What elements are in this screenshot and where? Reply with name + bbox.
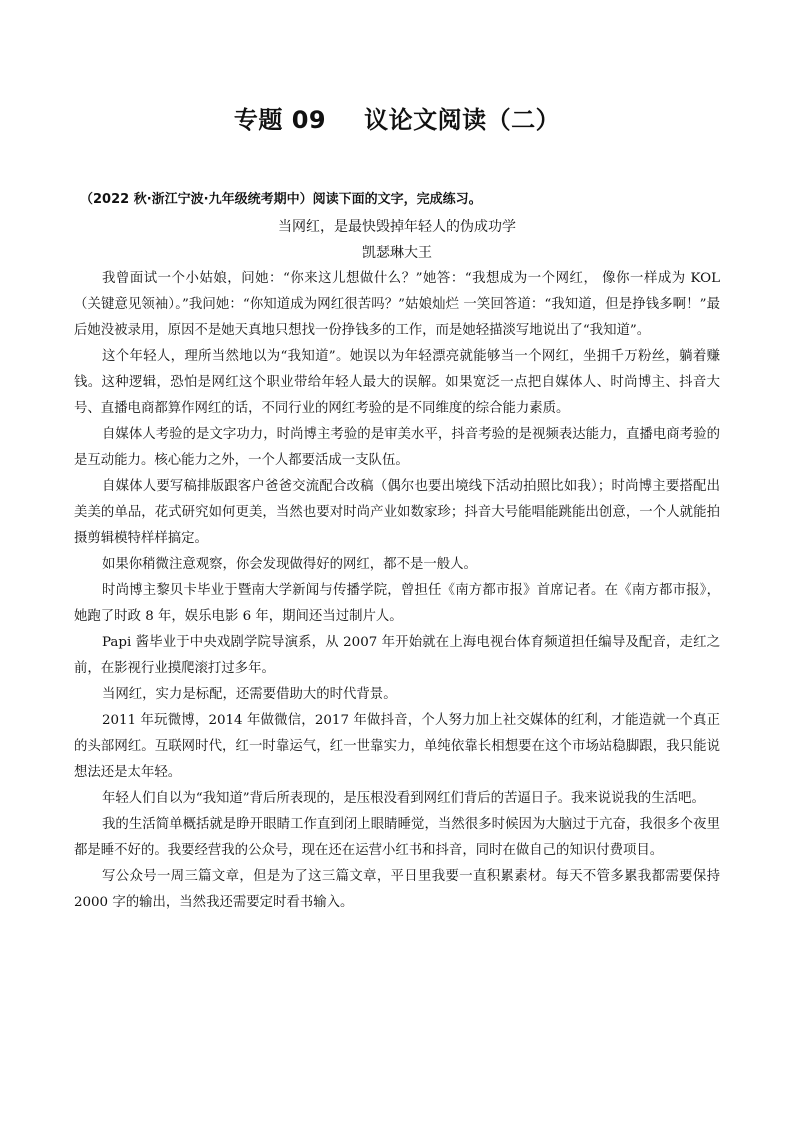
question-intro: （2022 秋·浙江宁波·九年级统考期中）阅读下面的文字，完成练习。 xyxy=(80,192,482,207)
paragraph: 自媒体人考验的是文字功力，时尚博主考验的是审美水平，抖音考验的是视频表达能力，直播电商考验的是互动能力。核心能力之外，一个人都要活成一支队伍。 xyxy=(74,427,720,468)
paragraph: 这个年轻人，理所当然地以为“我知道”。她误以为年轻漂亮就能够当一个网红，坐拥千万粉丝，躺着赚钱。这种逻辑，恐怕是网红这个职业带给年轻人最大的误解。如果宽泛一点把自媒体人、时尚博主、抖音大号、直播电商都算作网红的话，不同行业的网红考验的是不同维度的综合能力素质。 xyxy=(74,349,720,416)
page-title xyxy=(0,100,794,135)
topic-name: 议论文阅读（二） xyxy=(364,106,561,134)
paragraph: 时尚博主黎贝卡毕业于暨南大学新闻与传播学院，曾担任《南方都市报》首席记者。在《南方都市报》，她跑了时政 8 年，娱乐电影 6 年，期间还当过制片人。 xyxy=(74,583,720,624)
paragraph: Papi 酱毕业于中央戏剧学院导演系，从 2007 年开始就在上海电视台体育频道担任编导及配音，走红之前，在影视行业摸爬滚打过多年。 xyxy=(74,635,720,676)
topic-number: 专题 09 xyxy=(233,106,327,134)
article-author: 凯瑟琳大王 xyxy=(362,245,432,261)
paragraph: 当网红，实力是标配，还需要借助大的时代背景。 xyxy=(102,687,397,702)
paragraph: 年轻人们自以为“我知道”背后所表现的，是压根没看到网红们背后的苦逼日子。我来说说我的生活吧。 xyxy=(102,791,705,806)
paragraph: 2011 年玩微博，2014 年做微信，2017 年做抖音，个人努力加上社交媒体的红利，才能造就一个真正的头部网红。互联网时代，红一时靠运气，红一世靠实力，单纯依靠长相想要在这个市场站稳脚跟，我只能说想法还是太年轻。 xyxy=(74,713,720,780)
article-body xyxy=(74,266,720,916)
paragraph: 我曾面试一个小姑娘，问她：“你来这儿想做什么？”她答：“我想成为一个网红， 像你一样成为 KOL（关键意见领袖）。”我问她：“你知道成为网红很苦吗？”姑娘灿烂 一笑回答道：“我知道，但是挣钱多啊！”最后她没被录用，原因不是她天真地只想找一份挣钱多的工作，而是她轻描淡写地说出了“我知道”。 xyxy=(74,271,720,338)
paragraph: 写公众号一周三篇文章，但是为了这三篇文章，平日里我要一直积累素材。每天不管多累我都需要保持 2000 字的输出，当然我还需要定时看书输入。 xyxy=(74,869,720,910)
paragraph: 自媒体人要写稿排版跟客户爸爸交流配合改稿（偶尔也要出境线下活动拍照比如我）；时尚博主要搭配出美美的单品，花式研究如何更美，当然也要对时尚产业如数家珍；抖音大号能唱能跳能出创意，一个人就能拍摄剪辑模特样样搞定。 xyxy=(74,479,720,546)
paragraph: 我的生活简单概括就是睁开眼睛工作直到闭上眼睛睡觉，当然很多时候因为大脑过于亢奋，我很多个夜里都是睡不好的。我要经营我的公众号，现在还在运营小红书和抖音，同时在做自己的知识付费项目。 xyxy=(74,817,720,858)
article-title: 当网红，是最快毁掉年轻人的伪成功学 xyxy=(278,219,516,235)
paragraph: 如果你稍微注意观察，你会发现做得好的网红，都不是一般人。 xyxy=(102,557,477,572)
